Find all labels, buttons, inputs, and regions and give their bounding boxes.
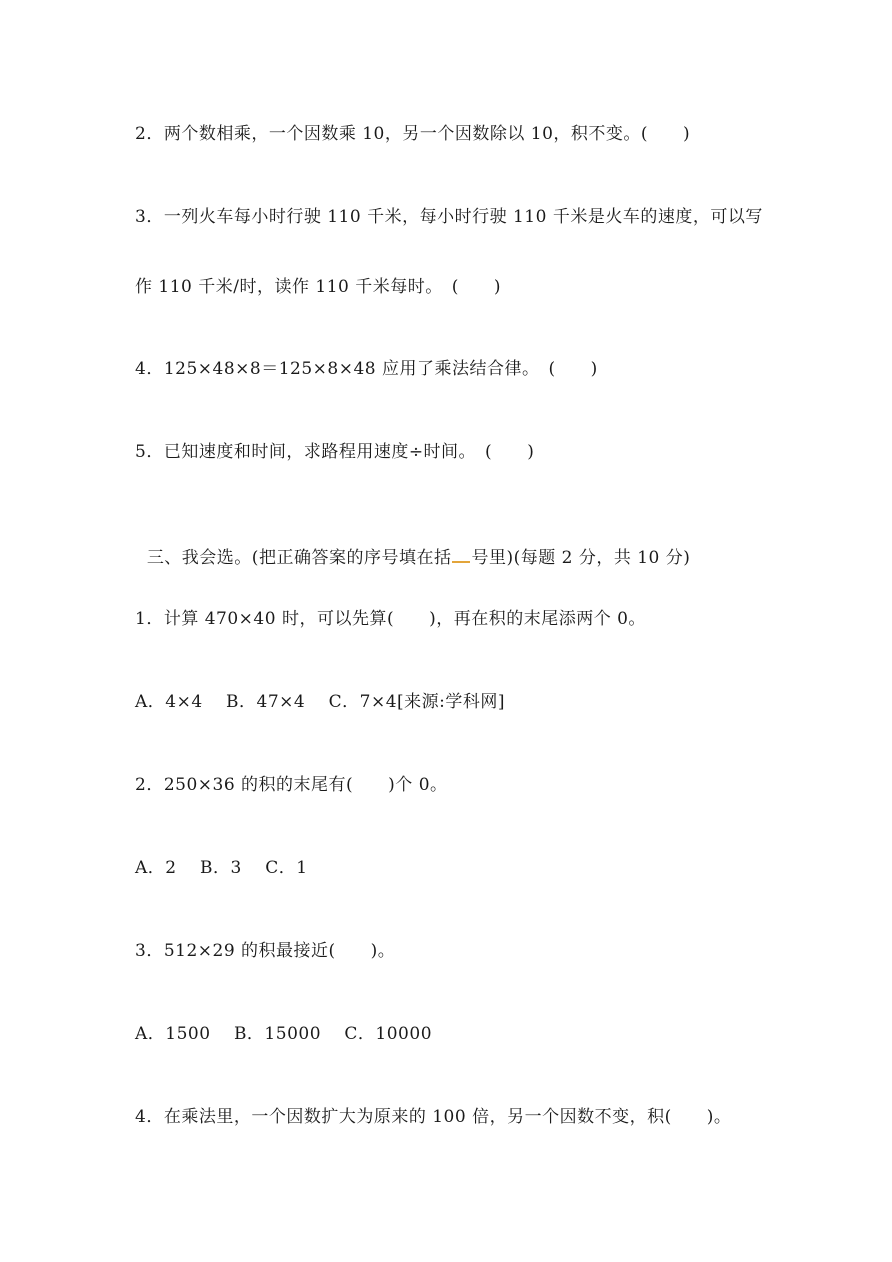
choose-question-2: 2．250×36 的积的末尾有( )个 0。: [135, 775, 448, 795]
choose-question-4: 4．在乘法里，一个因数扩大为原来的 100 倍，另一个因数不变，积( )。: [135, 1107, 732, 1127]
judge-question-4: 4．125×48×8＝125×8×48 应用了乘法结合律。 ( ): [135, 359, 598, 379]
judge-question-2: 2．两个数相乘，一个因数乘 10，另一个因数除以 10，积不变。( ): [135, 124, 691, 144]
section-3-heading: [135, 525, 690, 569]
choose-question-1: 1．计算 470×40 时，可以先算( )，再在积的末尾添两个 0。: [135, 609, 646, 629]
section-3-heading-part-1: 三、我会选。(把正确答案的序号填在括: [146, 548, 452, 568]
choose-question-3: 3．512×29 的积最接近( )。: [135, 941, 396, 961]
choose-question-2-options: A．2 B．3 C．1: [135, 858, 308, 878]
judge-question-3-line-2: 作 110 千米/时，读作 110 千米每时。 ( ): [135, 277, 502, 297]
choose-question-3-options: A．1500 B．15000 C．10000: [135, 1024, 433, 1044]
highlight-mark: [452, 547, 470, 563]
judge-question-3-line-1: 3．一列火车每小时行驶 110 千米，每小时行驶 110 千米是火车的速度，可以写: [135, 207, 763, 227]
choose-question-1-options: A．4×4 B．47×4 C．7×4[来源:学科网]: [135, 692, 506, 712]
judge-question-5: 5．已知速度和时间，求路程用速度÷时间。 ( ): [135, 442, 535, 462]
section-3-heading-part-2: 号里)(每题 2 分，共 10 分): [471, 548, 691, 568]
